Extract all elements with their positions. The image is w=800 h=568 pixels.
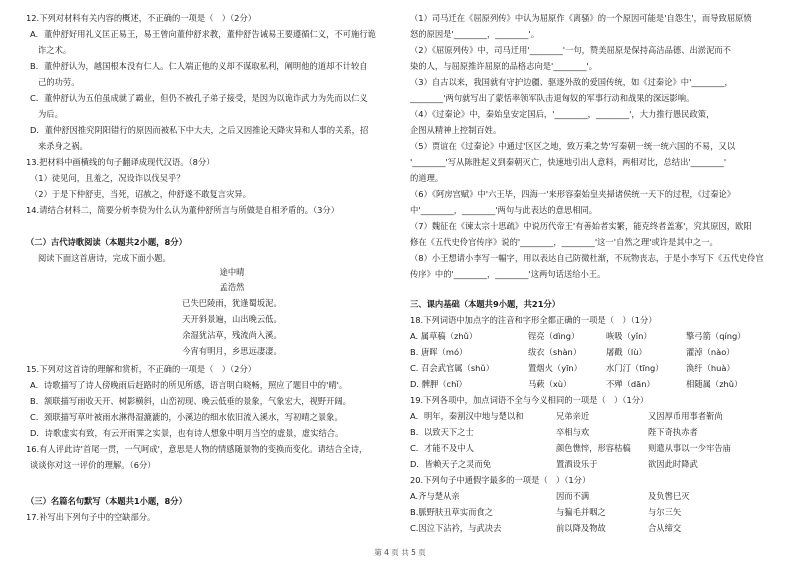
option-19a: A．明年，秦割汉中地与楚以和: [410, 411, 524, 421]
option-18a: 咴吸（yǐn）: [606, 331, 652, 341]
option-18b: 绂衣（shàn）: [528, 347, 582, 357]
question-13-2: （2）于是下仲舒吏，当死，诏赦之，仲舒遂不敢复言灾异。: [30, 189, 251, 199]
option-18c: 涣纡（huà）: [686, 363, 735, 373]
question-19: 19.下列各项中，加点词语不全与今义相同的一项是（ ）（1分）: [410, 395, 649, 405]
option-15c: C．颈联描写草叶被雨水淋得湿漉漉的，小溪边的细水依旧流入溪水，写初晴之景象。: [30, 412, 343, 422]
question-18: 18.下列词语中加点字的注音和字形全都正确的一项是（ ）（1分）: [410, 315, 657, 325]
question-16-cont: 谈谈你对这一评价的理解。（6分）: [30, 460, 156, 470]
option-20c: C.因泣下沾衿，与武决去: [410, 523, 502, 533]
recitation-item-8: （8）小王想请小李写一幅字，用以表达自己防微杜渐，不玩物丧志，于是小李写下《五代史伶官: [410, 253, 764, 263]
question-14: 14.请结合材料二，简要分析李贽为什么认为董仲舒所言与所做是自相矛盾的。（3分）: [26, 205, 340, 215]
option-15a: A．诗歌描写了诗人傍晚雨后赶路时的所见所感，语言明白晓畅，照应了题目中的'晴'。: [30, 380, 348, 390]
recitation-item-7: （7）魏征在《谏太宗十思疏》中说历代帝王'有善始者实繁，能克终者盖寡'，究其原因，欧阳: [410, 221, 752, 231]
section-heading-poetry: （二）古代诗歌阅读（本题共2小题，8分）: [26, 237, 187, 247]
recitation-item-4: （4）《过秦论》中，秦始皇安定国后，'________，________'，大力推行愚民政策，: [410, 109, 715, 119]
question-13: 13.把材料中画横线的句子翻译成现代汉语。（8分）: [26, 157, 215, 167]
recitation-item-7-cont: 修在《五代史伶官传序》说的'________，________'这一'自然之理'或许是其中之一。: [410, 237, 718, 247]
page-footer: 第 4 页 共 5 页: [374, 548, 426, 557]
poem-author: 孟浩然: [219, 282, 245, 292]
option-19b: 陛下奇执赤者: [648, 427, 698, 437]
poem-line: 今宵有明月，乡思远凄凄。: [182, 346, 282, 356]
option-19b: B．以致天下之士: [410, 427, 474, 437]
option-20b: 与猵毛并咽之: [556, 507, 606, 517]
option-18a: 锃亮（dìng）: [528, 331, 580, 341]
option-12d-cont: 来杀身之祸。: [38, 141, 88, 151]
recitation-item-3: （3）自古以来，我国就有守护边疆、驱逐外敌的爱国传统，如《过秦论》中'________，: [410, 77, 733, 87]
option-19d: 欲因此时降武: [648, 459, 698, 469]
option-20c: 前以降及物故: [556, 523, 606, 533]
option-12b: B．董仲舒认为，越国根本没有仁人。仁人端正他的义却不谋取私利，阐明他的道却不计较自: [30, 61, 368, 71]
option-15d: D．诗歌虚实有致，有云开雨霁之实景，也有诗人想象中明月当空的虚景，虚实结合。: [30, 428, 344, 438]
option-18b: 屠戳（lù）: [606, 347, 647, 357]
option-20a: 因而不满: [556, 491, 590, 501]
recitation-item-3-cont: ________'两句就写出了蒙恬率领军队击退匈奴的军事行动和战果的深远影响。: [410, 93, 695, 103]
option-18c: C. 召会武官属（shǔ）: [410, 363, 494, 373]
option-12c: C．董仲舒认为五伯虽成就了霸业，但仍不被孔子弟子接受，是因为以诡诈武力为先而以仁义: [30, 93, 368, 103]
recitation-item-4-cont: 企图从精神上控制百姓。: [410, 125, 502, 135]
option-18b: B. 唐晖（mó）: [410, 347, 468, 357]
recitation-item-1: （1）司马迁在《屈原列传》中认为屈原作《离骚》的一个原因可能是'自怨生'，而导致屈原愤: [410, 13, 752, 23]
recitation-item-6: （6）《阿房宫赋》中'六王毕，四海一'来形容秦始皇夹掃诸侯统一天下的过程，《过秦论》: [410, 189, 736, 199]
option-12c-cont: 为后。: [38, 109, 63, 119]
poem-line: 天开斜景遍，山出晚云低。: [182, 314, 282, 324]
poem-line: 余湿犹沾草，残流尚入溪。: [182, 330, 282, 340]
recitation-item-5-end: 的道理。: [410, 173, 444, 183]
option-20a: 及负辔巳灭: [648, 491, 690, 501]
option-19b: 卒相与欢: [556, 427, 590, 437]
option-20b: B.脈野肤丑草实而食之: [410, 507, 494, 517]
recitation-item-2: （2）《屈原列传》中，司马迁用'________'一句，赞美屈原是保持高洁品德、出淤泥而不: [410, 45, 731, 55]
option-20a: A.齐与楚从亲: [410, 491, 460, 501]
option-18a: A. 属草稿（zhǔ）: [410, 331, 478, 341]
option-20b: 与尔三矢: [648, 507, 682, 517]
poem-line: 已失巴陵雨，犹逢蜀坂泥。: [182, 298, 282, 308]
poem-title: 途中晴: [219, 267, 245, 277]
recitation-item-8-cont: 传序》中的'________，________'这两句话送给小王。: [410, 269, 606, 279]
option-12a-cont: 诈之术。: [38, 45, 72, 55]
option-18d: D. 髀胛（chǐ）: [410, 379, 467, 389]
option-20c: 合从缔交: [648, 523, 682, 533]
section-heading-basics: 三、课内基础（本题共9小题，共21分）: [410, 299, 561, 309]
option-19c: 颜色憔悴，形容枯槁: [556, 443, 631, 453]
option-19a: 又因厚币用事者靳尚: [648, 411, 723, 421]
option-18d: 马蔌（xù）: [528, 379, 572, 389]
option-18c: 置烟火（yīn）: [528, 363, 582, 373]
option-19a: 兄弟亲近: [556, 411, 590, 421]
question-13-1: （1）徒见问，且羞之，况设诈以伐吴乎？: [30, 173, 185, 183]
option-15b: B．颔联描写雨收天开、树影横斜，山峦初现、晚云低垂的景象，气象宏大，视野开阔。: [30, 396, 351, 406]
question-17: 17.补写出下列句子中的空缺部分。: [26, 512, 156, 522]
option-12b-cont: 己的功劳。: [38, 77, 80, 87]
question-12: 12.下列对材料有关内容的概述，不正确的一项是（ ）（2分）: [26, 13, 257, 23]
recitation-item-5: （5）贾谊在《过秦论》中通过'区区之地，致万乘之势'写秦朝一统一统六国的不易，又以: [410, 141, 736, 151]
recitation-item-1-cont: 怒的原因是'________，________'。: [410, 29, 540, 39]
option-12d: D．董仲舒因推究阴阳错行的原因而被私下中大夫，之后又因推论天降灾异和人事的关系，招: [30, 125, 369, 135]
option-19d: 置酒设乐于: [556, 459, 598, 469]
section-heading-recitation: （三）名篇名句默写（本题共1小题，8分）: [26, 496, 187, 506]
option-18b: 灌淖（nào）: [686, 347, 735, 357]
recitation-item-2-cont: 染的人，与屈原推许屈原的品格志向是'________'。: [410, 61, 598, 71]
question-16: 16.有人评此诗'首尾一贯，一气呵成'，意思是人物的情感随景物的变换而变化。请结合全诗，: [26, 444, 368, 454]
recitation-item-6-cont: 中'________，________'两句与此表达的意思相同。: [410, 205, 598, 215]
question-20: 20.下列句子中通假字最多的一项是（ ）（1分）: [410, 475, 591, 485]
recitation-item-5-cont: '________'写从陈胜起义到秦朝灭亡，快速地引出人意料，两相对比，总结出'________': [410, 157, 727, 167]
option-18a: 擎弓箭（qíng）: [686, 331, 746, 341]
option-12a: A．董仲舒好用礼义匡正易王，易王曾向董仲舒求教，董仲舒告诫易王要遵循仁义，不可施行诡: [30, 29, 376, 39]
option-18c: 水门汀（tīng）: [606, 363, 664, 373]
option-19c: 则遣从事以一少牢告庙: [648, 443, 731, 453]
question-15: 15.下列对这首诗的理解和赏析，不正确的一项是（ ）（2分）: [26, 364, 257, 374]
option-18d: 相随属（zhǔ）: [686, 379, 743, 389]
option-19c: C．才能不及中人: [410, 443, 474, 453]
poetry-intro: 阅读下面这首唐诗，完成下面小题。: [38, 253, 171, 263]
option-19d: D．皆赖天子之灵而免: [410, 459, 492, 469]
option-18d: 不殚（dān）: [606, 379, 655, 389]
